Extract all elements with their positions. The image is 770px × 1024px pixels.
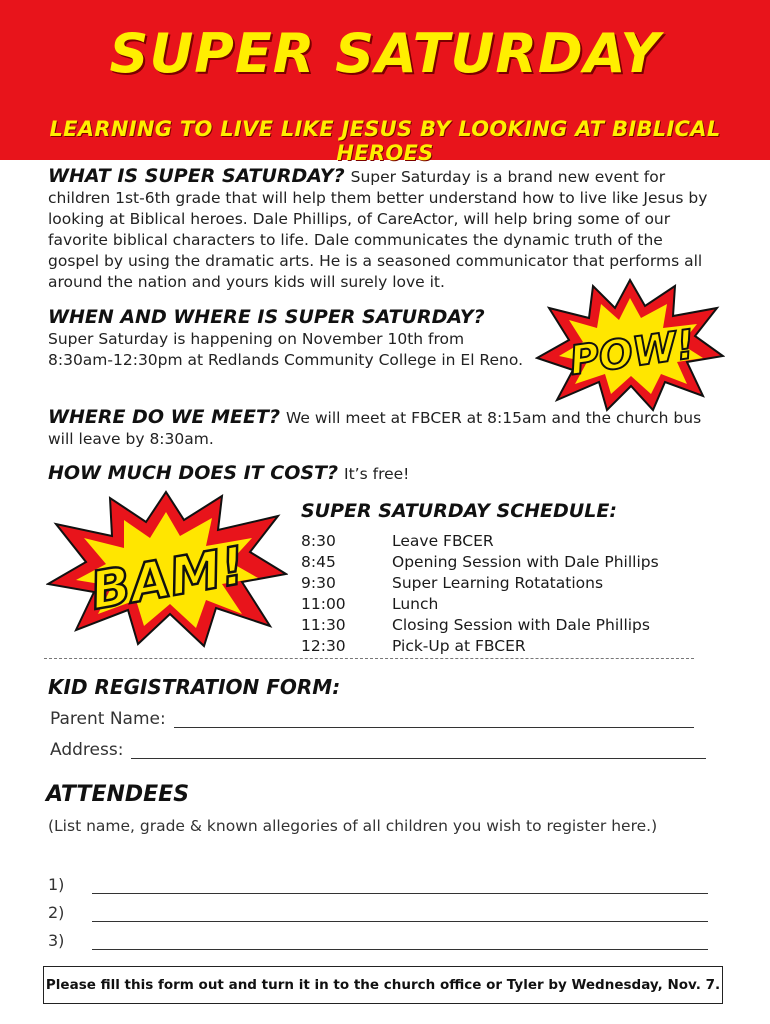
parent-name-row — [50, 709, 694, 729]
schedule-event: Leave FBCER — [392, 532, 494, 550]
attendee-row — [48, 931, 708, 950]
schedule-time: 12:30 — [301, 637, 346, 655]
page-subtitle: LEARNING TO LIVE LIKE JESUS BY LOOKING AT BIBLICAL HEROES — [49, 117, 721, 165]
schedule-event: Super Learning Rotatations — [392, 574, 604, 592]
bam-word: BAM! — [86, 535, 250, 623]
attendee-field[interactable] — [92, 903, 708, 922]
address-row — [50, 740, 706, 760]
parent-name-label: Parent Name: — [50, 709, 166, 729]
meet-text: We will meet at FBCER at 8:15am and the church bus will leave by 8:30am. — [48, 409, 702, 448]
schedule-list — [301, 531, 701, 657]
schedule-time: 8:45 — [301, 553, 336, 571]
attendee-row — [48, 875, 708, 894]
attendee-number: 3) — [48, 931, 65, 950]
schedule-row — [301, 552, 701, 573]
address-label: Address: — [50, 740, 124, 760]
bam-burst-graphic — [46, 490, 288, 648]
cut-line-divider — [44, 658, 694, 659]
when-text: Super Saturday is happening on November 10th from 8:30am-12:30pm at Redlands Community College in El Reno. — [48, 330, 523, 369]
schedule-row — [301, 531, 701, 552]
schedule-row — [301, 636, 701, 657]
page-title: SUPER SATURDAY — [109, 22, 661, 85]
attendees-heading: ATTENDEES — [46, 782, 190, 807]
schedule-event: Opening Session with Dale Phillips — [392, 553, 659, 571]
what-section — [48, 166, 718, 293]
attendee-field[interactable] — [92, 875, 708, 894]
cost-section — [48, 463, 548, 485]
attendee-row — [48, 903, 708, 922]
attendee-number: 1) — [48, 875, 65, 894]
schedule-heading: SUPER SATURDAY SCHEDULE: — [301, 500, 617, 522]
attendees-instructions: (List name, grade & known allegories of all children you wish to register here.) — [48, 817, 658, 835]
schedule-row — [301, 573, 701, 594]
schedule-time: 11:00 — [301, 595, 346, 613]
schedule-time: 11:30 — [301, 616, 346, 634]
pow-word: POW! — [566, 321, 698, 385]
registration-heading: KID REGISTRATION FORM: — [48, 675, 341, 699]
schedule-time: 9:30 — [301, 574, 336, 592]
schedule-section — [301, 500, 701, 657]
address-field[interactable] — [131, 740, 706, 759]
schedule-event: Closing Session with Dale Phillips — [392, 616, 650, 634]
attendee-field[interactable] — [92, 931, 708, 950]
parent-name-field[interactable] — [174, 709, 694, 728]
what-heading: WHAT IS SUPER SATURDAY? — [48, 165, 345, 187]
cost-text: It’s free! — [344, 465, 410, 483]
pow-burst-graphic — [535, 278, 725, 413]
what-text: Super Saturday is a brand new event for children 1st-6th grade that will help them better understand how to live like Jesus by looking at Biblical heroes. Dale Phillips, of CareActor, will help bring some of our favorite biblical characters to life. Dale communicates the dynamic truth of the gospel by using the dramatic arts. He is a seasoned communicator that performs all around the nation and yours kids will surely love it. — [48, 168, 708, 291]
when-section — [48, 307, 528, 371]
schedule-time: 8:30 — [301, 532, 336, 550]
meet-section — [48, 407, 718, 450]
header-banner — [0, 0, 770, 165]
schedule-event: Pick-Up at FBCER — [392, 637, 526, 655]
schedule-row — [301, 615, 701, 636]
when-heading: WHEN AND WHERE IS SUPER SATURDAY? — [48, 306, 485, 328]
schedule-event: Lunch — [392, 595, 439, 613]
attendee-number: 2) — [48, 903, 65, 922]
meet-heading: WHERE DO WE MEET? — [48, 406, 280, 428]
cost-heading: HOW MUCH DOES IT COST? — [48, 462, 339, 484]
schedule-row — [301, 594, 701, 615]
footer-note: Please fill this form out and turn it in to the church office or Tyler by Wednesday, Nov. 7. — [43, 966, 723, 1004]
